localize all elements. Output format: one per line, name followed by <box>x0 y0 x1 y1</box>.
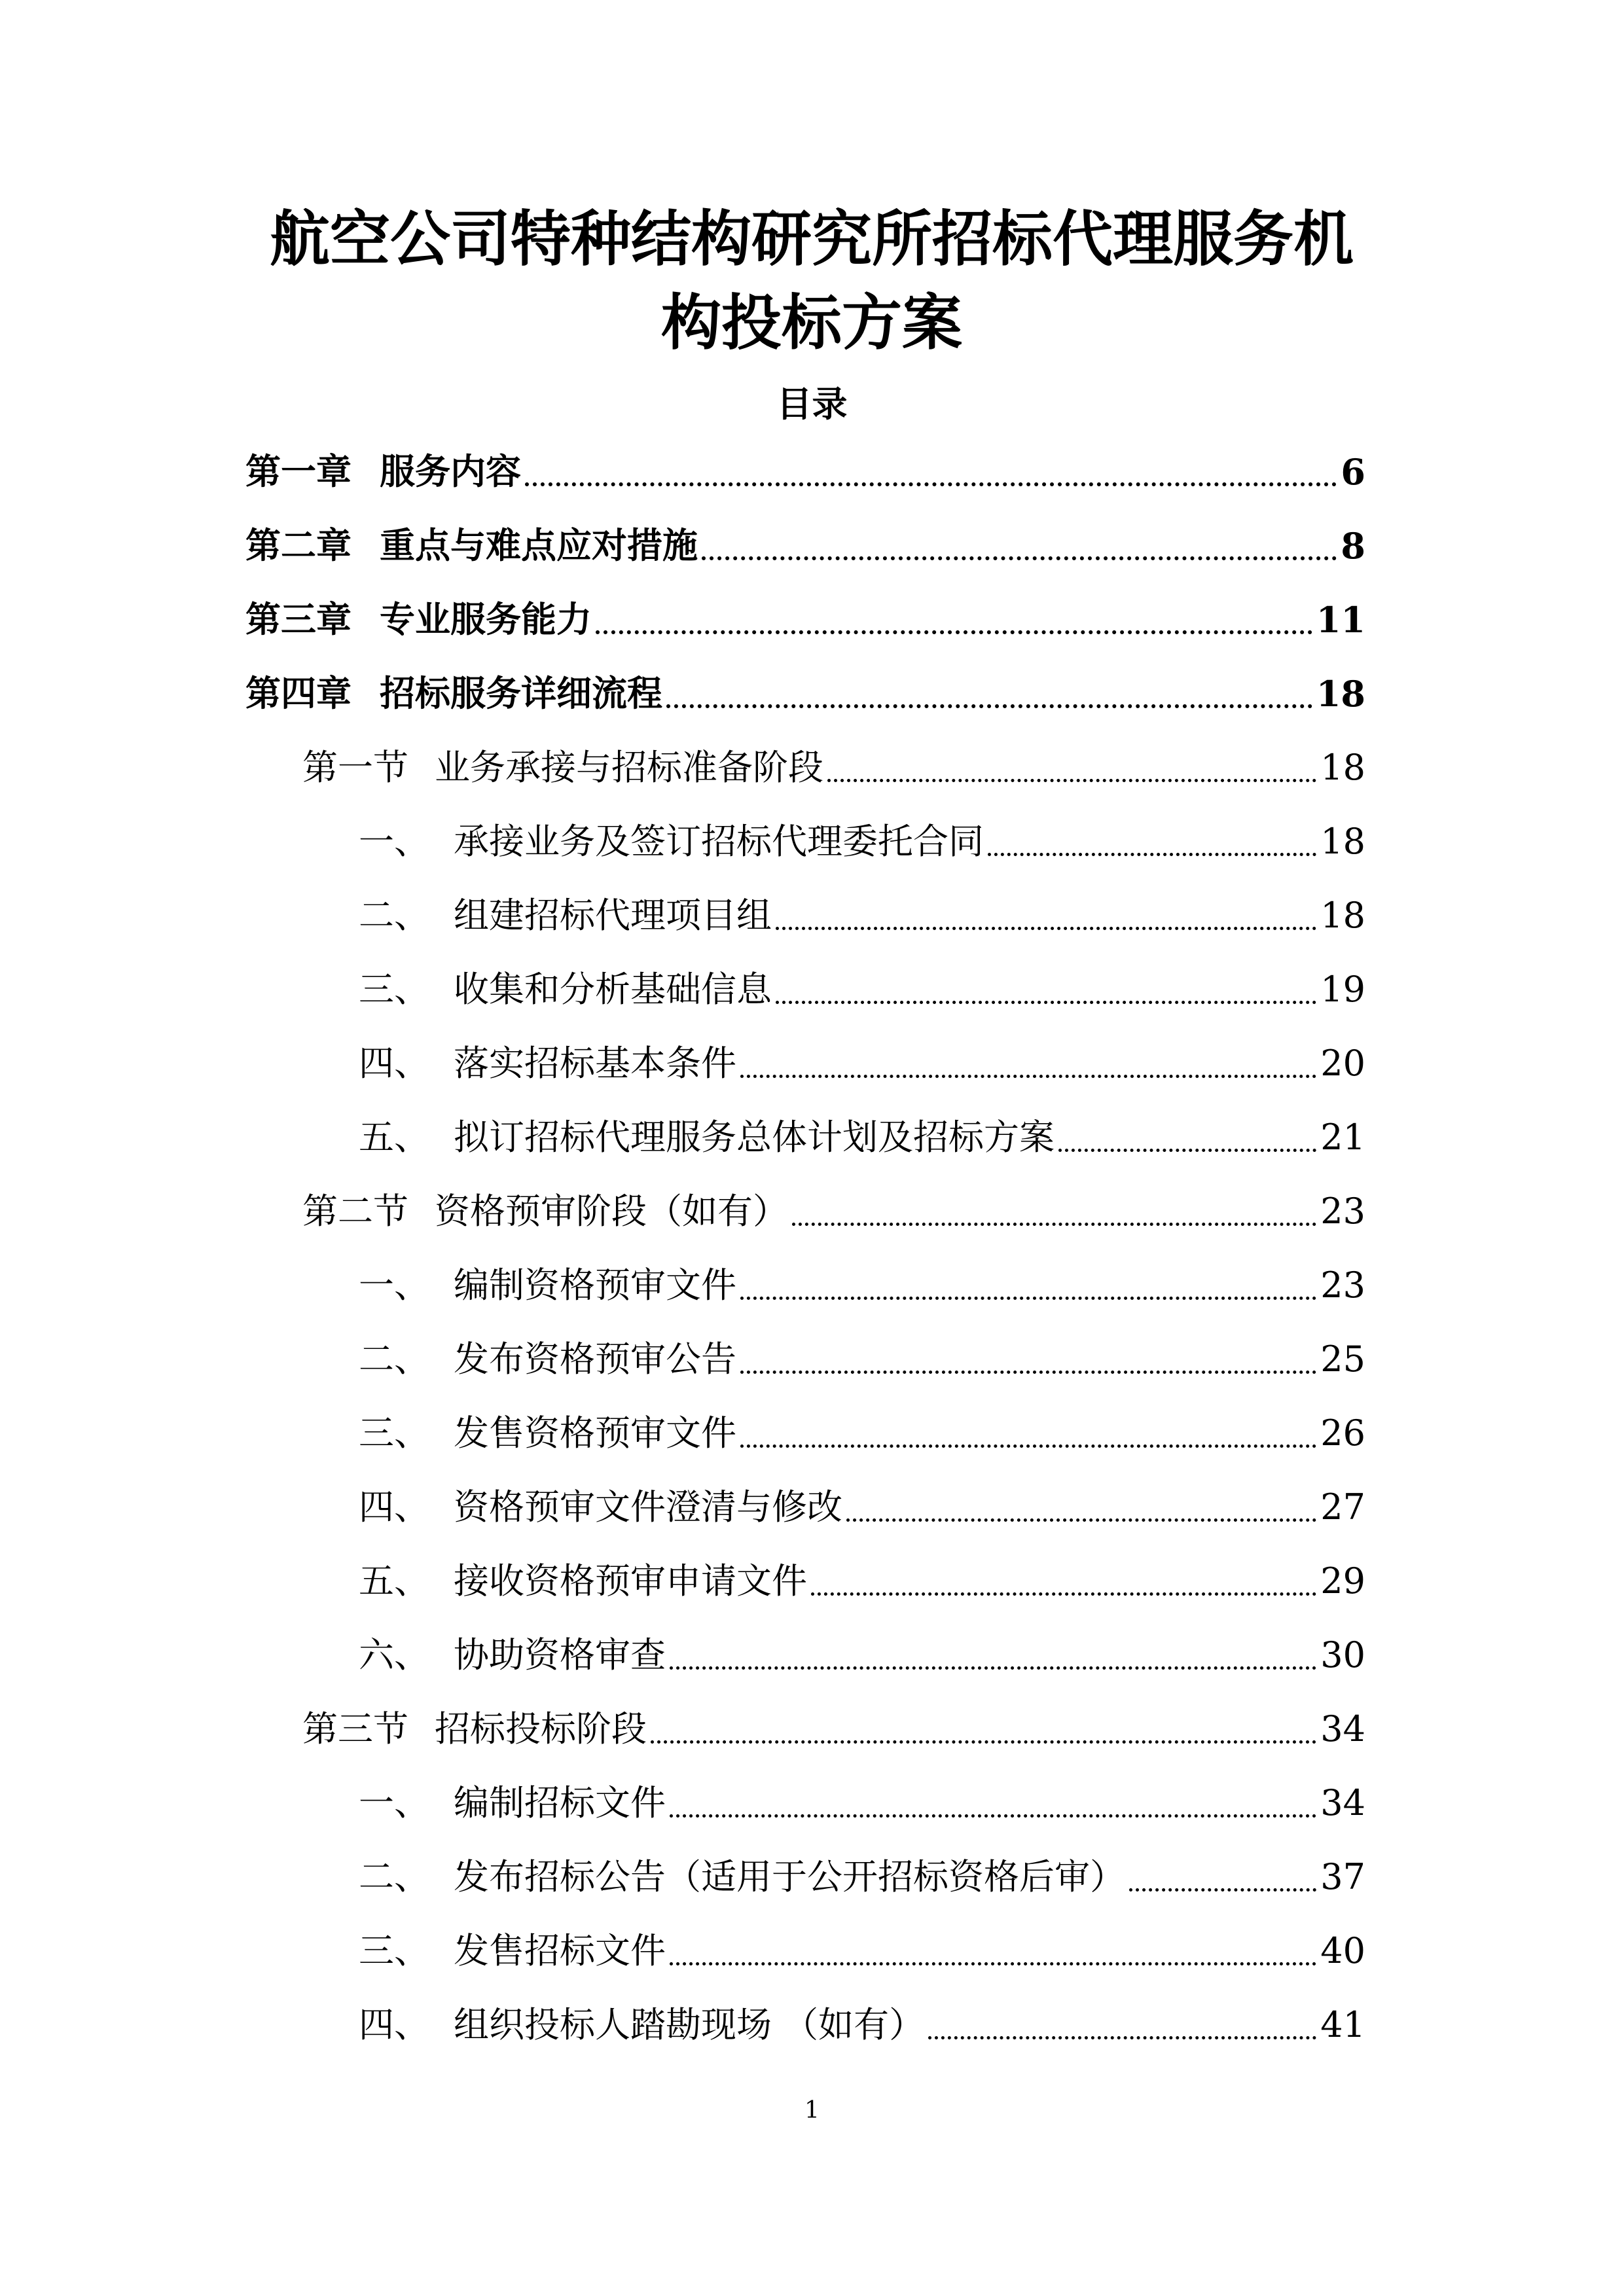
dot-leader <box>740 1371 1316 1374</box>
toc-entry-text: 资格预审文件澄清与修改 <box>454 1486 842 1528</box>
document-title-line-1: 航空公司特种结构研究所招标代理服务机 <box>269 204 1354 274</box>
toc-entry-item[interactable] <box>359 1111 1365 1164</box>
toc-entry-number: 四、 <box>359 1486 429 1528</box>
toc-entry-section-3[interactable] <box>302 1703 1365 1755</box>
toc-entry-number: 三、 <box>359 1930 429 1971</box>
toc-entry-number: 三、 <box>359 969 429 1010</box>
dot-leader <box>776 927 1316 930</box>
toc-entry-page: 18 <box>1320 747 1365 788</box>
toc-entry-text: 招标服务详细流程 <box>380 673 662 714</box>
toc-entry-number: 第二节 <box>302 1191 408 1232</box>
toc-entry-page: 34 <box>1320 1782 1365 1823</box>
dot-leader <box>670 1814 1316 1818</box>
toc-entry-page: 18 <box>1316 673 1365 715</box>
toc-entry-page: 11 <box>1316 599 1365 641</box>
toc-entry-text: 编制资格预审文件 <box>454 1265 736 1306</box>
toc-entry-page: 20 <box>1320 1043 1365 1084</box>
toc-entry-page: 40 <box>1320 1930 1365 1971</box>
dot-leader <box>702 556 1337 560</box>
dot-leader <box>988 853 1316 856</box>
toc-entry-item[interactable] <box>359 1999 1365 2051</box>
toc-entry-item[interactable] <box>359 1777 1365 1829</box>
toc-entry-item[interactable] <box>359 1851 1365 1903</box>
toc-entry-number: 第三节 <box>302 1708 408 1749</box>
toc-entry-chapter-1[interactable] <box>245 446 1365 498</box>
dot-leader <box>525 482 1337 486</box>
toc-entry-number: 一、 <box>359 1265 429 1306</box>
toc-entry-page: 18 <box>1320 821 1365 862</box>
dot-leader <box>811 1592 1316 1596</box>
toc-entry-number: 第一章 <box>245 451 352 492</box>
toc-entry-text: 落实招标基本条件 <box>454 1043 736 1084</box>
toc-entry-number: 二、 <box>359 895 429 936</box>
toc-entry-text: 招标投标阶段 <box>435 1708 647 1749</box>
toc-entry-page: 19 <box>1320 969 1365 1010</box>
toc-entry-page: 26 <box>1320 1412 1365 1454</box>
toc-entry-text: 业务承接与招标准备阶段 <box>435 747 823 788</box>
toc-entry-number: 第四章 <box>245 673 352 714</box>
toc-entry-page: 23 <box>1320 1265 1365 1306</box>
dot-leader <box>651 1740 1316 1744</box>
toc-entry-item[interactable] <box>359 1629 1365 1681</box>
toc-entry-text: 发售资格预审文件 <box>454 1412 736 1454</box>
toc-entry-page: 41 <box>1320 2004 1365 2045</box>
toc-entry-page: 8 <box>1341 525 1365 567</box>
toc-entry-text: 专业服务能力 <box>380 599 592 640</box>
toc-entry-text: 组建招标代理项目组 <box>454 895 772 936</box>
dot-leader <box>792 1223 1316 1226</box>
toc-entry-item[interactable] <box>359 1555 1365 1607</box>
toc-entry-section-2[interactable] <box>302 1185 1365 1238</box>
toc-entry-section-1[interactable] <box>302 742 1365 794</box>
dot-leader <box>1058 1149 1316 1152</box>
toc-entry-number: 三、 <box>359 1412 429 1454</box>
toc-entry-text: 收集和分析基础信息 <box>454 969 772 1010</box>
toc-entry-item[interactable] <box>359 816 1365 868</box>
toc-entry-text: 发布资格预审公告 <box>454 1338 736 1380</box>
dot-leader <box>928 2036 1316 2039</box>
toc-entry-text: 组织投标人踏勘现场 （如有） <box>454 2004 925 2045</box>
toc-entry-page: 29 <box>1320 1560 1365 1602</box>
toc-entry-number: 二、 <box>359 1856 429 1897</box>
toc-entry-number: 二、 <box>359 1338 429 1380</box>
toc-entry-page: 21 <box>1320 1117 1365 1158</box>
dot-leader <box>740 1075 1316 1078</box>
toc-entry-text: 接收资格预审申请文件 <box>454 1560 807 1602</box>
toc-entry-item[interactable] <box>359 1407 1365 1460</box>
dot-leader <box>740 1444 1316 1448</box>
toc-entry-text: 服务内容 <box>380 451 521 492</box>
toc-entry-number: 四、 <box>359 1043 429 1084</box>
toc-entry-text: 资格预审阶段（如有） <box>435 1191 788 1232</box>
toc-heading: 目录 <box>776 384 848 425</box>
toc-entry-number: 五、 <box>359 1560 429 1602</box>
page-number: 1 <box>804 2097 820 2124</box>
dot-leader <box>827 779 1316 782</box>
toc-entry-chapter-4[interactable] <box>245 668 1365 720</box>
toc-entry-text: 协助资格审查 <box>454 1634 666 1676</box>
toc-entry-number: 六、 <box>359 1634 429 1676</box>
toc-entry-page: 27 <box>1320 1486 1365 1528</box>
dot-leader <box>740 1297 1316 1300</box>
dot-leader <box>1129 1888 1316 1892</box>
toc-entry-page: 18 <box>1320 895 1365 936</box>
toc-entry-text: 发售招标文件 <box>454 1930 666 1971</box>
toc-entry-item[interactable] <box>359 963 1365 1016</box>
toc-entry-item[interactable] <box>359 1037 1365 1090</box>
dot-leader <box>666 704 1312 708</box>
dot-leader <box>670 1666 1316 1670</box>
toc-entry-text: 发布招标公告（适用于公开招标资格后审） <box>454 1856 1125 1897</box>
toc-entry-text: 编制招标文件 <box>454 1782 666 1823</box>
toc-entry-page: 34 <box>1320 1708 1365 1749</box>
toc-entry-number: 五、 <box>359 1117 429 1158</box>
toc-entry-page: 25 <box>1320 1338 1365 1380</box>
toc-entry-item[interactable] <box>359 1333 1365 1386</box>
toc-entry-item[interactable] <box>359 889 1365 942</box>
dot-leader <box>776 1001 1316 1004</box>
toc-entry-text: 重点与难点应对措施 <box>380 525 698 566</box>
document-title-line-2: 构投标方案 <box>660 288 962 358</box>
toc-entry-page: 37 <box>1320 1856 1365 1897</box>
toc-entry-number: 第一节 <box>302 747 408 788</box>
toc-entry-chapter-3[interactable] <box>245 594 1365 646</box>
toc-entry-number: 第三章 <box>245 599 352 640</box>
toc-entry-text: 承接业务及签订招标代理委托合同 <box>454 821 984 862</box>
toc-entry-page: 30 <box>1320 1634 1365 1676</box>
toc-entry-item[interactable] <box>359 1481 1365 1534</box>
toc-entry-page: 23 <box>1320 1191 1365 1232</box>
toc-entry-chapter-2[interactable] <box>245 520 1365 572</box>
toc-entry-item[interactable] <box>359 1259 1365 1312</box>
toc-entry-item[interactable] <box>359 1925 1365 1977</box>
toc-entry-text: 拟订招标代理服务总体计划及招标方案 <box>454 1117 1055 1158</box>
toc-entry-page: 6 <box>1341 451 1365 493</box>
dot-leader <box>670 1962 1316 1965</box>
dot-leader <box>596 630 1312 634</box>
dot-leader <box>846 1518 1316 1522</box>
toc-entry-number: 一、 <box>359 821 429 862</box>
toc-entry-number: 一、 <box>359 1782 429 1823</box>
toc-entry-number: 第二章 <box>245 525 352 566</box>
toc-entry-number: 四、 <box>359 2004 429 2045</box>
